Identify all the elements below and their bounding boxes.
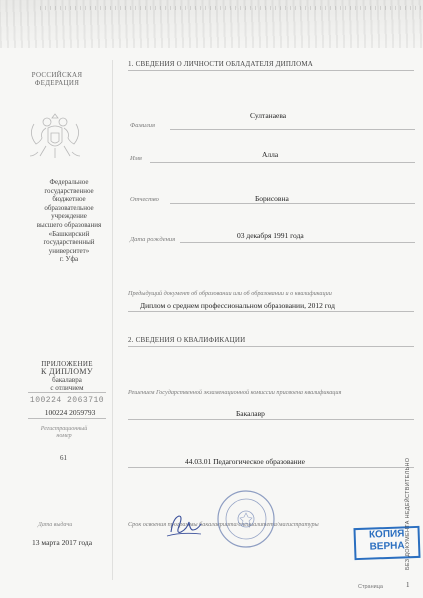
institution-line: «Башкирский <box>48 229 90 238</box>
stamp-line-1: КОПИЯ <box>368 528 405 541</box>
federation-line-2: ФЕДЕРАЦИЯ <box>34 79 80 87</box>
page-label: Страница <box>358 584 383 590</box>
birth-date-value: 03 декабря 1991 года <box>237 231 304 240</box>
appendix-title <box>28 360 106 392</box>
issue-date-label: Дата выдачи <box>38 522 73 528</box>
appendix-rule <box>28 392 106 393</box>
serial-rule <box>28 418 106 419</box>
program-value: 44.03.01 Педагогическое образование <box>185 457 306 466</box>
birth-date-label: Дата рождения <box>130 236 176 243</box>
section-1-rule <box>128 70 414 71</box>
appendix-line-1: ПРИЛОЖЕНИЕ <box>41 360 93 368</box>
section-1-title: 1. СВЕДЕНИЯ О ЛИЧНОСТИ ОБЛАДАТЕЛЯ ДИПЛОМА <box>128 60 314 68</box>
federation-header <box>22 71 92 87</box>
printed-serial-number: 100224 2063710 <box>29 396 105 405</box>
appendix-line-2: К ДИПЛОМУ <box>41 367 93 376</box>
stamp-line-2: ВЕРНА <box>369 540 405 553</box>
official-seal-icon <box>215 488 277 550</box>
previous-document-rule <box>128 311 414 312</box>
name-value: Алла <box>262 150 279 159</box>
registration-label-line: Регистрационный <box>40 426 88 432</box>
surname-rule <box>170 129 415 130</box>
institution-line: учреждение <box>51 212 87 221</box>
qualification-decision-label: Решением Государственной экзаменационной комиссии присвоена квалификация <box>128 389 342 396</box>
surname-value: Султанаева <box>250 111 287 120</box>
name-label: Имя <box>130 155 142 162</box>
coat-of-arms-icon <box>22 108 88 164</box>
registration-label <box>34 426 94 440</box>
registration-number: 61 <box>60 454 67 462</box>
institution-line: государственный <box>43 238 95 247</box>
diploma-serial-number: 100224 2059793 <box>44 408 96 417</box>
institution-line: государственное <box>44 186 94 195</box>
study-term-label: Срок освоения программы бакалавриата/специалитета/магистратуры <box>128 521 319 528</box>
section-2-rule <box>128 346 414 347</box>
section-2-title: 2. СВЕДЕНИЯ О КВАЛИФИКАЦИИ <box>128 336 246 344</box>
patronymic-label: Отчество <box>130 196 159 203</box>
name-rule <box>150 162 415 163</box>
page-number: 1 <box>406 581 410 589</box>
institution-line: Федеральное <box>49 178 89 186</box>
institution-name <box>35 178 103 264</box>
appendix-line-4: с отличием <box>50 384 84 392</box>
institution-line: бюджетное <box>52 195 86 204</box>
program-rule <box>128 467 414 468</box>
issue-date: 13 марта 2017 года <box>32 538 93 547</box>
qualification-value: Бакалавр <box>236 409 265 418</box>
surname-label: Фамилия <box>130 122 155 129</box>
institution-line: университет» <box>48 246 90 255</box>
birth-date-rule <box>180 242 415 243</box>
signature-icon <box>165 510 205 540</box>
registration-label-line: номер <box>56 433 72 439</box>
scan-edge-strip <box>0 0 423 48</box>
previous-document-label: Предыдущий документ об образовании или об образовании и о квалификации <box>128 290 332 297</box>
patronymic-value: Борисовна <box>255 194 289 203</box>
institution-line: г. Уфа <box>59 255 79 264</box>
patronymic-rule <box>170 203 415 204</box>
previous-document-value: Диплом о среднем профессиональном образовании, 2012 год <box>140 301 335 310</box>
institution-line: образовательное <box>44 203 94 212</box>
column-divider <box>112 60 113 580</box>
federation-line-1: РОССИЙСКАЯ <box>31 71 83 79</box>
side-validity-text: БЕЗ ДОКУМЕНТА НЕДЕЙСТВИТЕЛЬНО <box>405 457 411 570</box>
institution-line: высшего образования <box>36 220 102 229</box>
qualification-rule <box>128 419 414 420</box>
appendix-line-3: бакалавра <box>52 376 82 384</box>
